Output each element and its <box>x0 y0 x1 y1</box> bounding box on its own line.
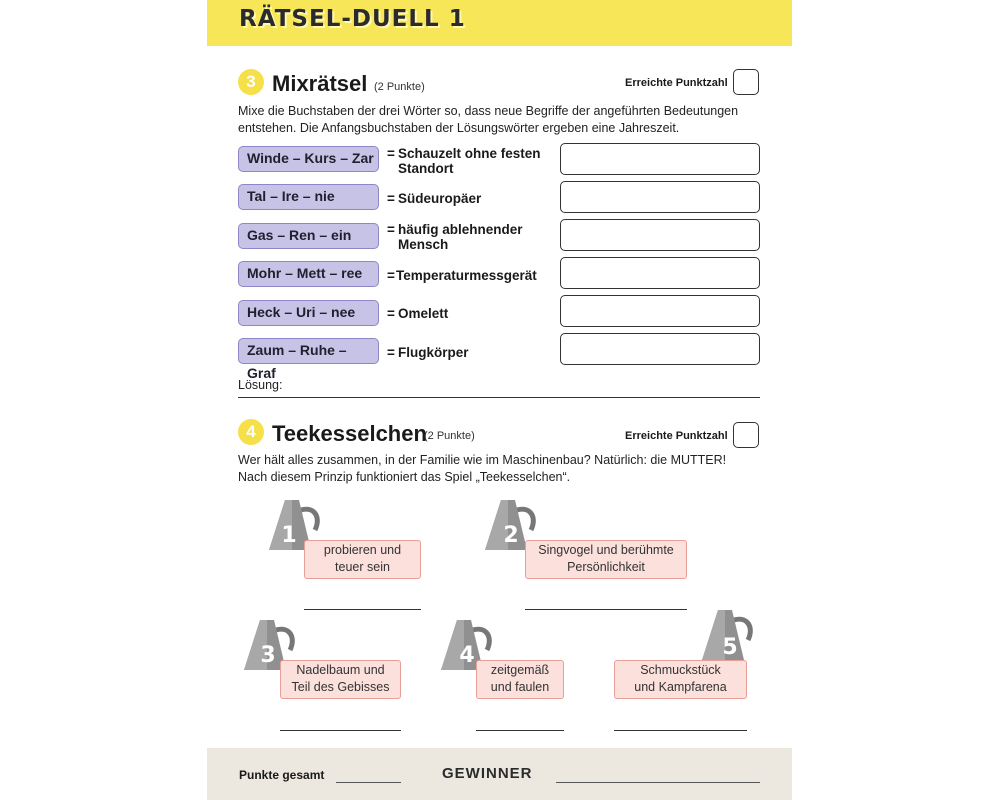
instruction-line-1: Mixe die Buchstaben der drei Wörter so, dass neue Begriffe der angeführten Bedeutungen <box>238 104 739 118</box>
word-mix-pill: Tal – Ire – nie <box>238 184 379 210</box>
word-mix-pill: Heck – Uri – nee <box>238 300 379 326</box>
teapot-number: 2 <box>503 523 519 548</box>
teapot-icon <box>698 606 762 662</box>
score-box[interactable] <box>733 69 759 95</box>
answer-box[interactable] <box>560 181 760 213</box>
section-title: Mixrätsel <box>272 71 368 96</box>
answer-box[interactable] <box>560 295 760 327</box>
answer-line[interactable] <box>614 730 747 731</box>
answer-line[interactable] <box>280 730 401 731</box>
word-mix-pill: Zaum – Ruhe – Graf <box>238 338 379 364</box>
section-points: (2 Punkte) <box>424 430 475 442</box>
equals-sign: = <box>387 191 395 206</box>
equals-sign: = <box>387 268 395 283</box>
score-label: Erreichte Punktzahl <box>625 77 728 89</box>
teapot-number: 5 <box>722 635 738 660</box>
clue-box <box>304 540 421 579</box>
word-mix-pill: Gas – Ren – ein <box>238 223 379 249</box>
clue-line-1: Nadelbaum und <box>296 663 385 677</box>
section-number-badge: 3 <box>238 69 264 95</box>
teapot-number: 3 <box>260 643 276 668</box>
clue-line-2: Teil des Gebisses <box>291 680 390 694</box>
clue-line-2: und faulen <box>490 680 550 694</box>
score-box[interactable] <box>733 422 759 448</box>
clue-line-2: und Kampfarena <box>634 680 727 694</box>
meaning-text: Südeuropäer <box>398 191 482 206</box>
instruction-line-1: Wer hält alles zusammen, in der Familie wie im Maschinenbau? Natürlich: die MUTTER! <box>238 453 727 467</box>
clue-line-1: probieren und <box>323 543 402 557</box>
equals-sign: = <box>387 345 395 360</box>
meaning-text: Omelett <box>398 306 449 321</box>
meaning-text: Schauzelt ohne festen Standort <box>398 146 541 176</box>
answer-box[interactable] <box>560 143 760 175</box>
clue-box <box>525 540 687 579</box>
word-mix-pill: Mohr – Mett – ree <box>238 261 379 287</box>
clue-box <box>476 660 564 699</box>
answer-box[interactable] <box>560 219 760 251</box>
clue-line-1: Singvogel und berühmte <box>538 543 674 557</box>
teapot-number: 1 <box>281 523 297 548</box>
teapot-number: 4 <box>459 643 475 668</box>
clue-box <box>280 660 401 699</box>
clue-box <box>614 660 747 699</box>
meaning-text: Flugkörper <box>398 345 469 360</box>
total-points-label: Punkte gesamt <box>239 768 325 782</box>
clue-line-2: teuer sein <box>335 560 390 574</box>
header-bar <box>207 0 792 46</box>
solution-label: Lösung: <box>238 378 283 392</box>
equals-sign: = <box>387 222 395 237</box>
winner-label: GEWINNER <box>442 765 533 782</box>
answer-line[interactable] <box>304 609 421 610</box>
instruction-line-2: entstehen. Die Anfangsbuchstaben der Lösungswörter ergeben eine Jahreszeit. <box>238 121 680 135</box>
footer-bar <box>207 748 792 800</box>
total-points-line[interactable] <box>336 782 401 783</box>
equals-sign: = <box>387 146 395 161</box>
instruction-line-2: Nach diesem Prinzip funktioniert das Spiel „Teekesselchen“. <box>238 470 571 484</box>
clue-line-1: Schmuckstück <box>640 663 721 677</box>
answer-line[interactable] <box>525 609 687 610</box>
meaning-text: Temperaturmessgerät <box>396 268 537 283</box>
section-title: Teekesselchen <box>272 421 427 446</box>
worksheet-page <box>207 0 792 800</box>
clue-line-1: zeitgemäß <box>490 663 550 677</box>
answer-box[interactable] <box>560 333 760 365</box>
page-title: RÄTSEL-DUELL 1 <box>239 6 466 32</box>
answer-line[interactable] <box>476 730 564 731</box>
section-points: (2 Punkte) <box>374 81 425 93</box>
solution-line[interactable] <box>238 397 760 398</box>
score-label: Erreichte Punktzahl <box>625 430 728 442</box>
word-mix-pill: Winde – Kurs – Zar <box>238 146 379 172</box>
winner-line[interactable] <box>556 782 760 783</box>
clue-line-2: Persönlichkeit <box>567 560 645 574</box>
equals-sign: = <box>387 306 395 321</box>
section-number-badge: 4 <box>238 419 264 445</box>
meaning-text: häufig ablehnender Mensch <box>398 222 523 252</box>
answer-box[interactable] <box>560 257 760 289</box>
